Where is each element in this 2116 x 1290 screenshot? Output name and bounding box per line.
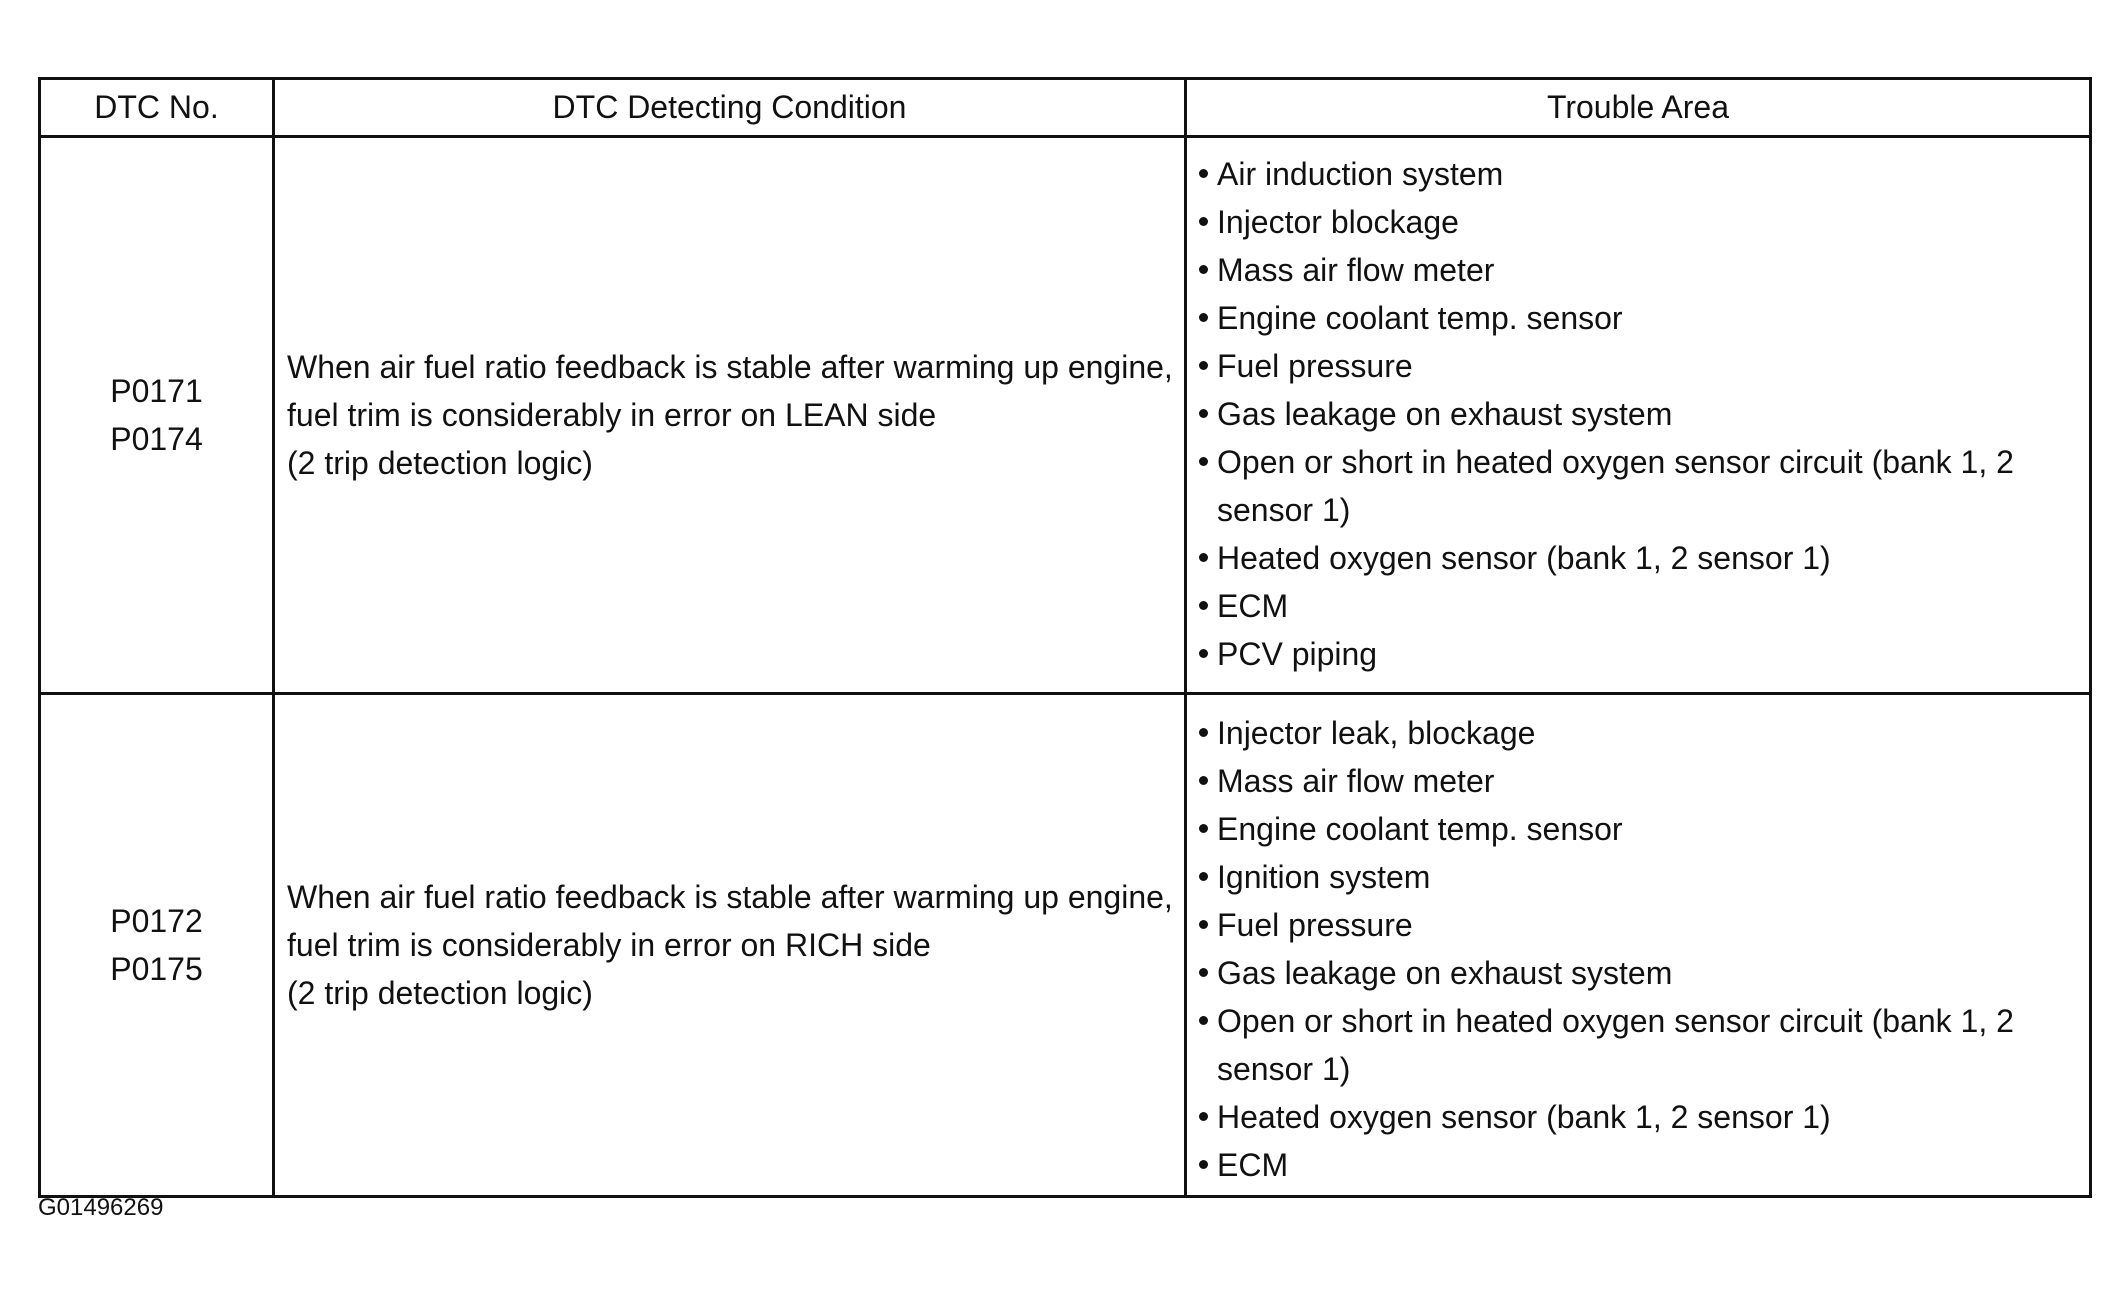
trouble-area-cell <box>1186 694 2091 1197</box>
list-item <box>1199 1093 2079 1141</box>
list-item <box>1199 805 2079 853</box>
dtc-code: P0174 <box>110 421 203 457</box>
trouble-area-text: Mass air flow meter <box>1217 763 1495 799</box>
list-item <box>1199 390 2079 438</box>
list-item <box>1199 949 2079 997</box>
table-row <box>40 694 2091 1197</box>
trouble-area-cell <box>1186 137 2091 694</box>
condition-line: fuel trim is considerably in error on RICH side <box>287 927 931 963</box>
trouble-area-text: Gas leakage on exhaust system <box>1217 955 1673 991</box>
list-item <box>1199 246 2079 294</box>
trouble-area-text: Fuel pressure <box>1217 348 1413 384</box>
trouble-area-text: Heated oxygen sensor (bank 1, 2 sensor 1) <box>1217 1099 1831 1135</box>
table-row <box>40 137 2091 694</box>
trouble-area-text: Injector leak, blockage <box>1217 715 1536 751</box>
header-trouble-area: Trouble Area <box>1186 79 2091 137</box>
condition-line: (2 trip detection logic) <box>287 445 593 481</box>
list-item <box>1199 438 2079 534</box>
bullet-icon <box>1199 824 1208 833</box>
list-item <box>1199 630 2079 678</box>
bullet-icon <box>1199 1160 1208 1169</box>
dtc-code: P0171 <box>110 373 203 409</box>
trouble-area-text: PCV piping <box>1217 636 1378 672</box>
bullet-icon <box>1199 169 1208 178</box>
detecting-condition-cell <box>274 137 1186 694</box>
dtc-table <box>38 77 2092 1198</box>
trouble-area-text: Fuel pressure <box>1217 907 1413 943</box>
list-item <box>1199 757 2079 805</box>
bullet-icon <box>1199 872 1208 881</box>
detecting-condition-cell <box>274 694 1186 1197</box>
trouble-area-text: Engine coolant temp. sensor <box>1217 811 1623 847</box>
dtc-no-cell <box>40 694 274 1197</box>
bullet-icon <box>1199 361 1208 370</box>
list-item <box>1199 582 2079 630</box>
dtc-code: P0172 <box>110 903 203 939</box>
list-item <box>1199 1141 2079 1189</box>
trouble-area-text: Ignition system <box>1217 859 1431 895</box>
trouble-area-list <box>1199 709 2079 1189</box>
list-item <box>1199 709 2079 757</box>
trouble-area-text: Gas leakage on exhaust system <box>1217 396 1673 432</box>
trouble-area-text: ECM <box>1217 588 1289 624</box>
trouble-area-list <box>1199 150 2079 678</box>
bullet-icon <box>1199 649 1208 658</box>
list-item <box>1199 150 2079 198</box>
bullet-icon <box>1199 457 1208 466</box>
bullet-icon <box>1199 553 1208 562</box>
bullet-icon <box>1199 968 1208 977</box>
condition-line: fuel trim is considerably in error on LEAN side <box>287 397 937 433</box>
bullet-icon <box>1199 920 1208 929</box>
bullet-icon <box>1199 409 1208 418</box>
list-item <box>1199 294 2079 342</box>
header-detecting-condition: DTC Detecting Condition <box>274 79 1186 137</box>
trouble-area-text: ECM <box>1217 1147 1289 1183</box>
list-item <box>1199 534 2079 582</box>
condition-line: When air fuel ratio feedback is stable after warming up engine, <box>287 879 1173 915</box>
trouble-area-text: Heated oxygen sensor (bank 1, 2 sensor 1) <box>1217 540 1831 576</box>
bullet-icon <box>1199 265 1208 274</box>
trouble-area-text: Injector blockage <box>1217 204 1459 240</box>
bullet-icon <box>1199 728 1208 737</box>
list-item <box>1199 901 2079 949</box>
dtc-no-cell <box>40 137 274 694</box>
condition-line: When air fuel ratio feedback is stable after warming up engine, <box>287 349 1173 385</box>
condition-line: (2 trip detection logic) <box>287 975 593 1011</box>
trouble-area-text: Open or short in heated oxygen sensor circuit (bank 1, 2 sensor 1) <box>1217 444 2014 528</box>
bullet-icon <box>1199 776 1208 785</box>
bullet-icon <box>1199 1016 1208 1025</box>
trouble-area-text: Air induction system <box>1217 156 1504 192</box>
bullet-icon <box>1199 217 1208 226</box>
dtc-code: P0175 <box>110 951 203 987</box>
list-item <box>1199 997 2079 1093</box>
trouble-area-text: Open or short in heated oxygen sensor circuit (bank 1, 2 sensor 1) <box>1217 1003 2014 1087</box>
table-header-row <box>40 79 2091 137</box>
list-item <box>1199 342 2079 390</box>
trouble-area-text: Mass air flow meter <box>1217 252 1495 288</box>
trouble-area-text: Engine coolant temp. sensor <box>1217 300 1623 336</box>
header-dtc-no: DTC No. <box>40 79 274 137</box>
list-item <box>1199 198 2079 246</box>
bullet-icon <box>1199 313 1208 322</box>
bullet-icon <box>1199 1112 1208 1121</box>
bullet-icon <box>1199 601 1208 610</box>
figure-id: G01496269 <box>38 1194 164 1221</box>
list-item <box>1199 853 2079 901</box>
